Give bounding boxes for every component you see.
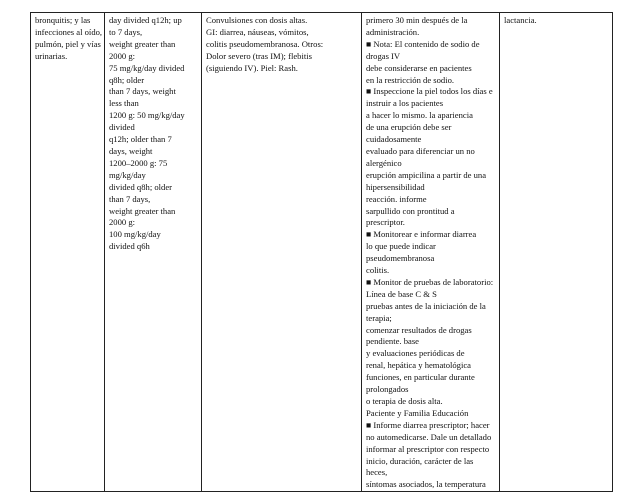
cell-text-line: 75 mg/kg/day divided [109,62,185,73]
cell-text-line: informar al prescriptor con respecto [366,443,490,454]
cell-text-line: day divided q12h; up [109,15,182,25]
cell-text-line: 1200–2000 g: 75 [109,157,168,168]
cell-text-line: pruebas antes de la iniciación de la [366,300,486,311]
cell-text-line: a hacer lo mismo. la apariencia [366,110,473,121]
cell-text-line: Convulsiones con dosis altas. [206,15,308,25]
cell-text-line: o terapia de dosis alta. [366,396,443,406]
cell-text-line: en la restricción de sodio. [366,74,455,85]
cell-text-line: infecciones al oído, [35,26,103,37]
cell-text-line: weight greater than [109,205,176,216]
cell-text-line: comenzar resultados de drogas [366,324,472,335]
cell-text-line: (siguiendo IV). Piel: Rash. [206,62,298,73]
adverse-effects-cell [202,13,362,492]
cell-text-line: reacción. informe [366,193,427,204]
dosage-cell [105,13,202,492]
cell-text-line: evaluado para diferenciar un no [366,145,475,156]
cell-text-line: ■ Informe diarrea prescriptor; hacer [366,419,490,430]
cell-text-line: prolongados [366,384,409,395]
cell-text-line: than 7 days, weight [109,86,176,97]
cell-text-line: GI: diarrea, náuseas, vómitos, [206,26,309,37]
cell-text-line: divided [109,122,135,133]
nursing-considerations-cell [362,13,500,492]
indications-cell [31,13,105,492]
cell-text-line: síntomas asociados, la temperatura [366,479,486,490]
cell-text-line: pendiente. base [366,336,419,347]
cell-text-line: de una erupción debe ser [366,122,452,133]
cell-text-line: ■ Monitor de pruebas de laboratorio: [366,276,494,287]
cell-text-line: weight greater than [109,38,176,49]
cell-text-line: less than [109,98,139,109]
cell-text-line: q8h; older [109,74,145,85]
cell-text-line: funciones, en particular durante [366,372,475,383]
cell-text-line: prescriptor. [366,217,405,228]
cell-text-line: than 7 days, [109,193,151,204]
notes-cell [500,13,613,492]
cell-text-line: alergénico [366,157,402,168]
cell-text-line: bronquitis; y las [35,15,91,25]
cell-text-line: drogas IV [366,50,401,61]
cell-text-line: lo que puede indicar [366,241,436,252]
table-row [31,13,613,492]
cell-text-line: ■ Nota: El contenido de sodio de [366,38,480,49]
cell-text-line: administración. [366,26,420,37]
cell-text-line: q12h; older than 7 [109,134,172,145]
cell-text-line: mg/kg/day [109,169,146,180]
cell-text-line: inicio, duración, carácter de las [366,455,474,466]
cell-text-line: to 7 days, [109,26,143,37]
cell-text-line: cuidadosamente [366,134,422,145]
cell-text-line: heces, [366,467,388,478]
cell-text-line: divided q8h; older [109,181,173,192]
cell-text-line: terapia; [366,312,392,323]
cell-text-line: colitis. [366,265,390,276]
cell-text-line: Dolor severo (tras IM); flebitis [206,50,312,61]
cell-text-line: 2000 g: [109,50,136,61]
cell-text-line: y evaluaciones periódicas de [366,348,465,359]
cell-text-line: urinarias. [35,50,68,61]
cell-text-line: 100 mg/kg/day [109,229,161,240]
cell-text-line: instruir a los pacientes [366,98,444,109]
cell-text-line: divided q6h [109,241,150,252]
cell-text-line: debe considerarse en pacientes [366,62,472,73]
cell-text-line: erupción ampicilina a partir de una [366,169,487,180]
cell-text-line: days, weight [109,145,153,156]
cell-text-line: pulmón, piel y vías [35,38,101,49]
cell-text-line: lactancia. [504,15,537,25]
cell-text-line: no automedicarse. Dale un detallado [366,431,492,442]
cell-text-line: ■ Inspeccione la piel todos los días e [366,86,493,97]
cell-text-line: Línea de base C & S [366,288,437,299]
cell-text-line: hipersensibilidad [366,181,425,192]
cell-text-line: primero 30 min después de la [366,15,468,25]
drug-info-table [30,12,613,492]
cell-text-line: Paciente y Familia Educación [366,407,469,418]
cell-text-line: renal, hepática y hematológica [366,360,471,371]
cell-text-line: 1200 g: 50 mg/kg/day [109,110,185,121]
cell-text-line: sarpullido con prontitud a [366,205,455,216]
cell-text-line: colitis pseudomembranosa. Otros: [206,38,324,49]
cell-text-line: 2000 g: [109,217,136,228]
cell-text-line: ■ Monitorear e informar diarrea [366,229,477,240]
cell-text-line: pseudomembranosa [366,253,435,264]
